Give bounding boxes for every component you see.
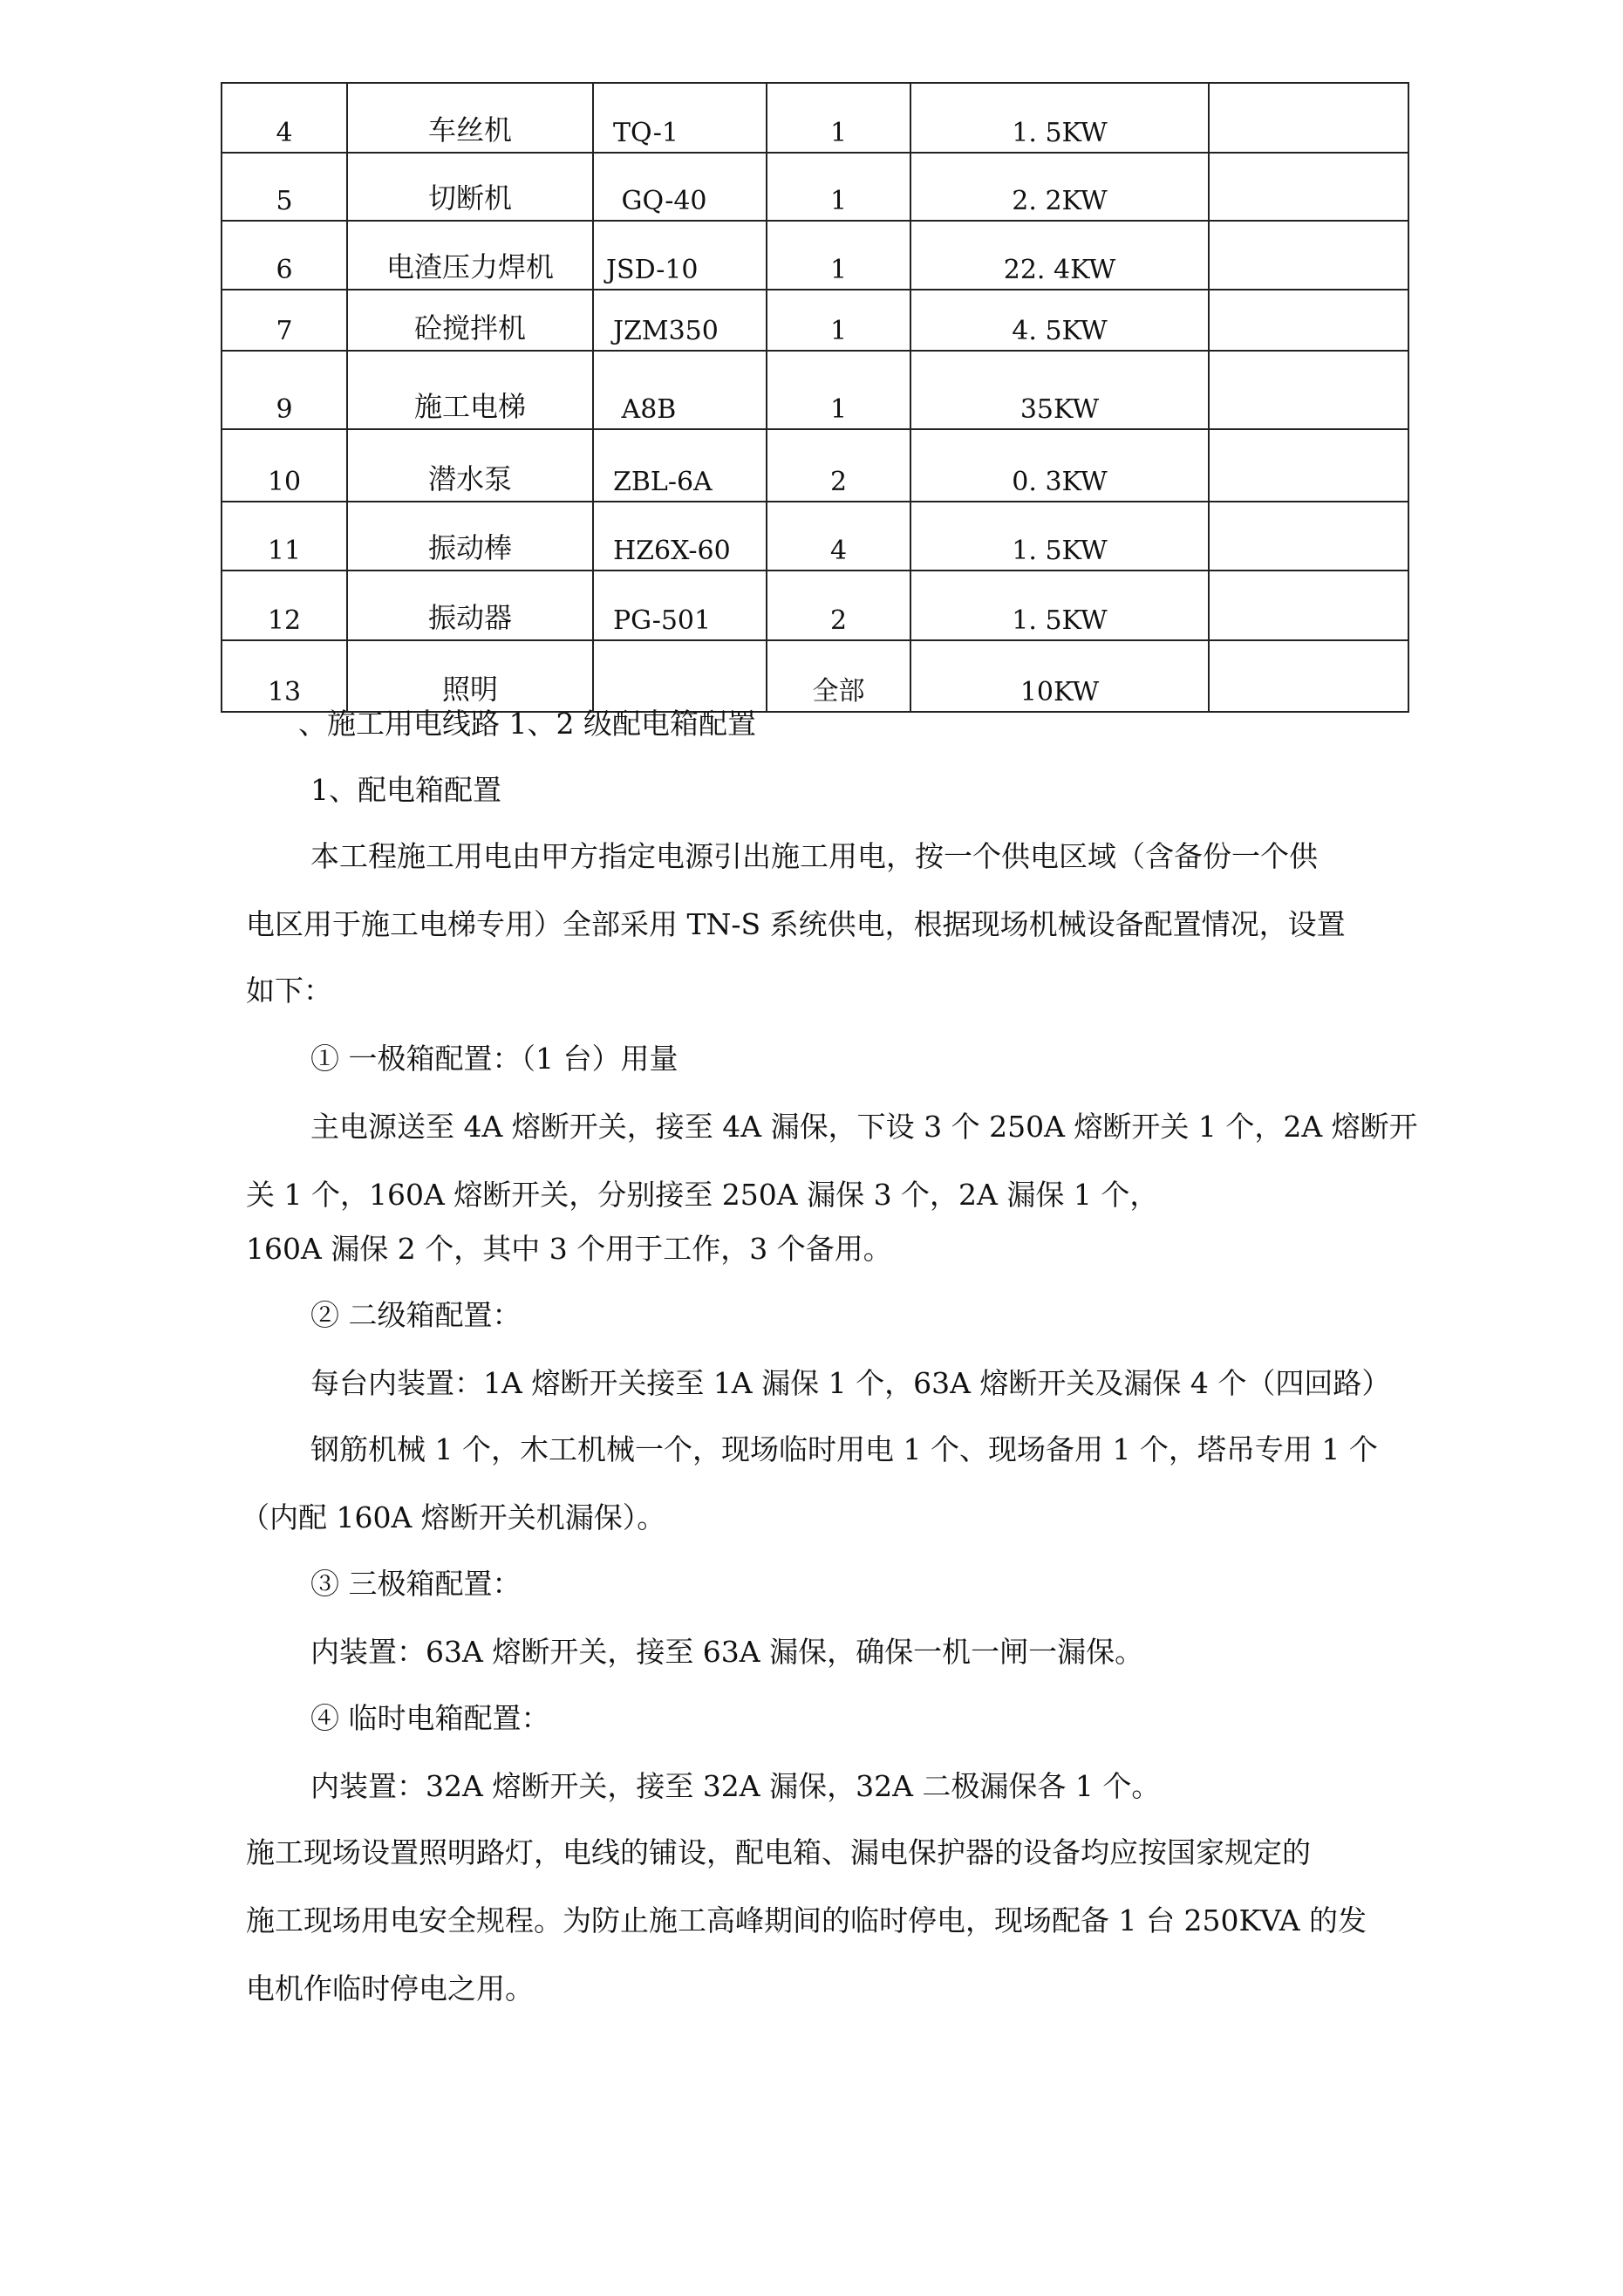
cell-model [593,640,767,712]
paragraph-line: 内装置：63A 熔断开关，接至 63A 漏保，确保一机一闸一漏保。 [310,1635,1144,1669]
cell-qty: 1 [767,153,910,221]
cell-qty: 1 [767,83,910,153]
cell-note [1209,83,1408,153]
paragraph-line: 每台内装置：1A 熔断开关接至 1A 漏保 1 个，63A 熔断开关及漏保 4 个（四回路） [310,1366,1391,1400]
cell-model: JSD-10 [593,221,767,290]
cell-qty: 1 [767,290,910,351]
cell-model: ZBL-6A [593,429,767,502]
cell-name: 车丝机 [347,83,593,153]
cell-name: 潜水泵 [347,429,593,502]
paragraph-line: 施工现场用电安全规程。为防止施工高峰期间的临时停电，现场配备 1 台 250KVA 的发 [246,1903,1367,1937]
cell-no: 12 [222,571,347,640]
sub-title: 1、配电箱配置 [310,773,501,807]
cell-no: 11 [222,502,347,571]
cell-power: 22. 4KW [910,221,1209,290]
paragraph-line: 如下： [246,974,332,1008]
cell-qty: 全部 [767,640,910,712]
table-row [222,502,1408,571]
cell-power: 35KW [910,351,1209,429]
cell-model: GQ-40 [593,153,767,221]
item-heading: ③ 三极箱配置： [310,1567,522,1601]
cell-power: 1. 5KW [910,571,1209,640]
cell-qty: 1 [767,221,910,290]
cell-name: 砼搅拌机 [347,290,593,351]
cell-power: 1. 5KW [910,502,1209,571]
cell-power: 1. 5KW [910,83,1209,153]
item-heading: ② 二级箱配置： [310,1298,522,1332]
table-row [222,351,1408,429]
cell-name: 施工电梯 [347,351,593,429]
table-row [222,221,1408,290]
paragraph-line: 电机作临时停电之用。 [246,1971,534,2006]
paragraph-line: 内装置：32A 熔断开关，接至 32A 漏保，32A 二极漏保各 1 个。 [310,1769,1161,1803]
cell-qty: 4 [767,502,910,571]
item-heading: ① 一极箱配置：（1 台）用量 [310,1042,679,1076]
cell-power: 4. 5KW [910,290,1209,351]
cell-name: 电渣压力焊机 [347,221,593,290]
paragraph-line: 本工程施工用电由甲方指定电源引出施工用电，按一个供电区域（含备份一个供 [310,839,1318,873]
equipment-table [221,82,1409,713]
cell-note [1209,221,1408,290]
paragraph-line: 电区用于施工电梯专用）全部采用 TN-S 系统供电，根据现场机械设备配置情况，设置 [246,907,1346,941]
cell-no: 10 [222,429,347,502]
table-row [222,571,1408,640]
table-row [222,83,1408,153]
cell-model: HZ6X-60 [593,502,767,571]
table-row [222,640,1408,712]
cell-model: PG-501 [593,571,767,640]
paragraph-line: 钢筋机械 1 个，木工机械一个，现场临时用电 1 个、现场备用 1 个，塔吊专用 1 个 [310,1432,1378,1466]
cell-qty: 2 [767,429,910,502]
cell-no: 5 [222,153,347,221]
cell-note [1209,290,1408,351]
cell-no: 6 [222,221,347,290]
section-title: 、施工用电线路 1、2 级配电箱配置 [298,707,756,741]
paragraph-line: 160A 漏保 2 个，其中 3 个用于工作，3 个备用。 [246,1232,892,1266]
cell-no: 9 [222,351,347,429]
table-row [222,290,1408,351]
cell-model: TQ-1 [593,83,767,153]
cell-model: JZM350 [593,290,767,351]
cell-note [1209,429,1408,502]
cell-name: 振动器 [347,571,593,640]
paragraph-line: 主电源送至 4A 熔断开关，接至 4A 漏保，下设 3 个 250A 熔断开关 1 个，2A 熔断开 [310,1110,1418,1144]
cell-no: 13 [222,640,347,712]
paragraph-line: （内配 160A 熔断开关机漏保）。 [241,1500,666,1534]
cell-no: 7 [222,290,347,351]
equipment-table-body [222,83,1408,712]
cell-note [1209,502,1408,571]
cell-note [1209,351,1408,429]
table-row [222,153,1408,221]
cell-note [1209,153,1408,221]
cell-qty: 2 [767,571,910,640]
cell-note [1209,571,1408,640]
cell-note [1209,640,1408,712]
cell-qty: 1 [767,351,910,429]
cell-name: 照明 [347,640,593,712]
table-row [222,429,1408,502]
cell-model: A8B [593,351,767,429]
cell-power: 10KW [910,640,1209,712]
cell-name: 切断机 [347,153,593,221]
item-heading: ④ 临时电箱配置： [310,1701,550,1735]
cell-power: 0. 3KW [910,429,1209,502]
paragraph-line: 施工现场设置照明路灯，电线的铺设，配电箱、漏电保护器的设备均应按国家规定的 [246,1835,1311,1869]
paragraph-line: 关 1 个，160A 熔断开关，分别接至 250A 漏保 3 个，2A 漏保 1 个， [246,1178,1159,1212]
cell-name: 振动棒 [347,502,593,571]
cell-no: 4 [222,83,347,153]
cell-power: 2. 2KW [910,153,1209,221]
